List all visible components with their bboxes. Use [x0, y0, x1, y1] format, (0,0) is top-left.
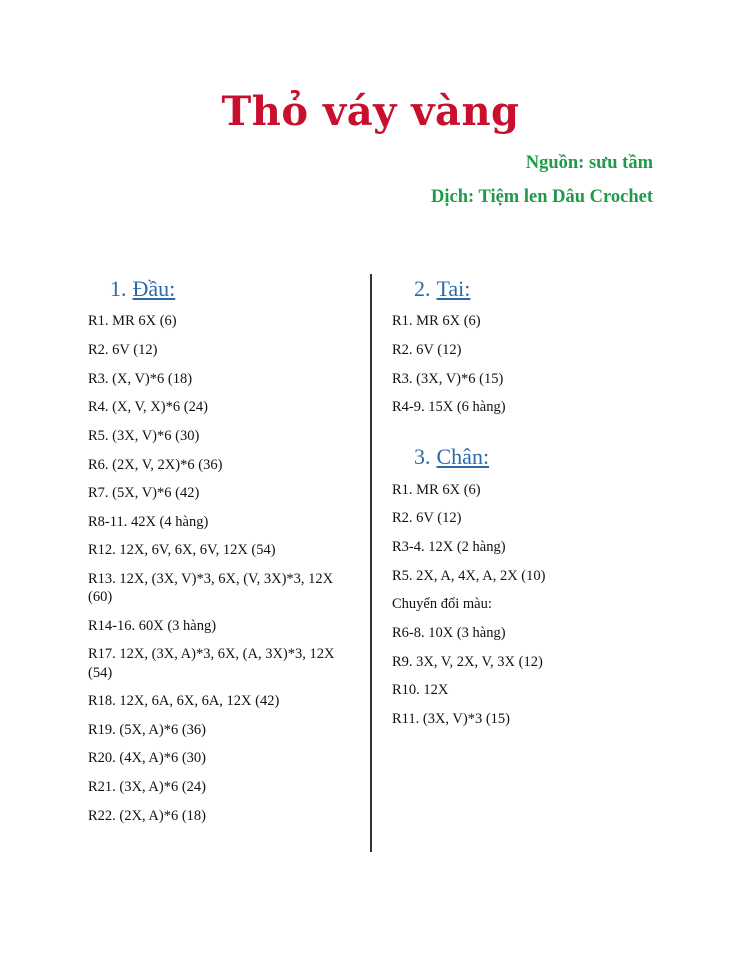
pattern-row: Chuyển đổi màu: [392, 596, 492, 613]
pattern-row: R6. (2X, V, 2X)*6 (36) [88, 456, 223, 473]
pattern-row: R19. (5X, A)*6 (36) [88, 721, 207, 738]
section-heading-ears [414, 276, 692, 302]
section-rows-legs [392, 481, 692, 728]
pattern-row: R13. 12X, (3X, V)*3, 6X, (V, 3X)*3, 12X (60) [88, 571, 334, 606]
pattern-row: R2. 6V (12) [392, 342, 462, 359]
pattern-row: R11. (3X, V)*3 (15) [392, 710, 511, 727]
pattern-row: R9. 3X, V, 2X, V, 3X (12) [392, 653, 543, 670]
section-rows-head [88, 312, 348, 824]
section-number: 3. [414, 444, 431, 470]
pattern-row: R4-9. 15X (6 hàng) [392, 399, 506, 416]
pattern-row: R2. 6V (12) [392, 510, 462, 527]
pattern-row: R8-11. 42X (4 hàng) [88, 513, 209, 530]
pattern-row: R3. (X, V)*6 (18) [88, 370, 193, 387]
pattern-row: R7. (5X, V)*6 (42) [88, 485, 200, 502]
pattern-row: R3-4. 12X (2 hàng) [392, 539, 506, 556]
pattern-row: R22. (2X, A)*6 (18) [88, 807, 207, 824]
pattern-row: R1. MR 6X (6) [392, 481, 481, 498]
pattern-row: R14-16. 60X (3 hàng) [88, 617, 217, 634]
pattern-row: R4. (X, V, X)*6 (24) [88, 399, 208, 416]
section-heading-head [110, 276, 348, 302]
pattern-row: R5. (3X, V)*6 (30) [88, 427, 200, 444]
source-credit: Nguồn: sưu tầm [525, 153, 653, 173]
section-number: 1. [110, 276, 127, 301]
pattern-row: R17. 12X, (3X, A)*3, 6X, (A, 3X)*3, 12X (54) [88, 646, 335, 681]
translator-credit: Dịch: Tiệm len Dâu Crochet [431, 187, 653, 207]
section-number: 2. [414, 276, 431, 301]
pattern-row: R5. 2X, A, 4X, A, 2X (10) [392, 567, 546, 584]
pattern-row: R21. (3X, A)*6 (24) [88, 779, 207, 796]
pattern-row: R3. (3X, V)*6 (15) [392, 370, 504, 387]
pattern-row: R12. 12X, 6V, 6X, 6V, 12X (54) [88, 542, 276, 559]
right-column [392, 276, 692, 738]
pattern-row: R1. MR 6X (6) [88, 313, 177, 330]
page-title: Thỏ váy vàng [221, 88, 520, 135]
pattern-row: R18. 12X, 6A, 6X, 6A, 12X (42) [88, 693, 280, 710]
pattern-row: R2. 6V (12) [88, 342, 158, 359]
pattern-row: R20. (4X, A)*6 (30) [88, 750, 207, 767]
pattern-row: R6-8. 10X (3 hàng) [392, 624, 506, 641]
section-rows-ears [392, 312, 692, 416]
left-column [88, 276, 348, 835]
section-title: Chân: [436, 444, 490, 470]
pattern-row: R10. 12X [392, 682, 449, 699]
section-title: Đầu: [132, 276, 176, 301]
section-title: Tai: [436, 276, 471, 301]
section-heading-legs [414, 444, 692, 470]
pattern-row: R1. MR 6X (6) [392, 313, 481, 330]
column-divider [370, 274, 372, 852]
